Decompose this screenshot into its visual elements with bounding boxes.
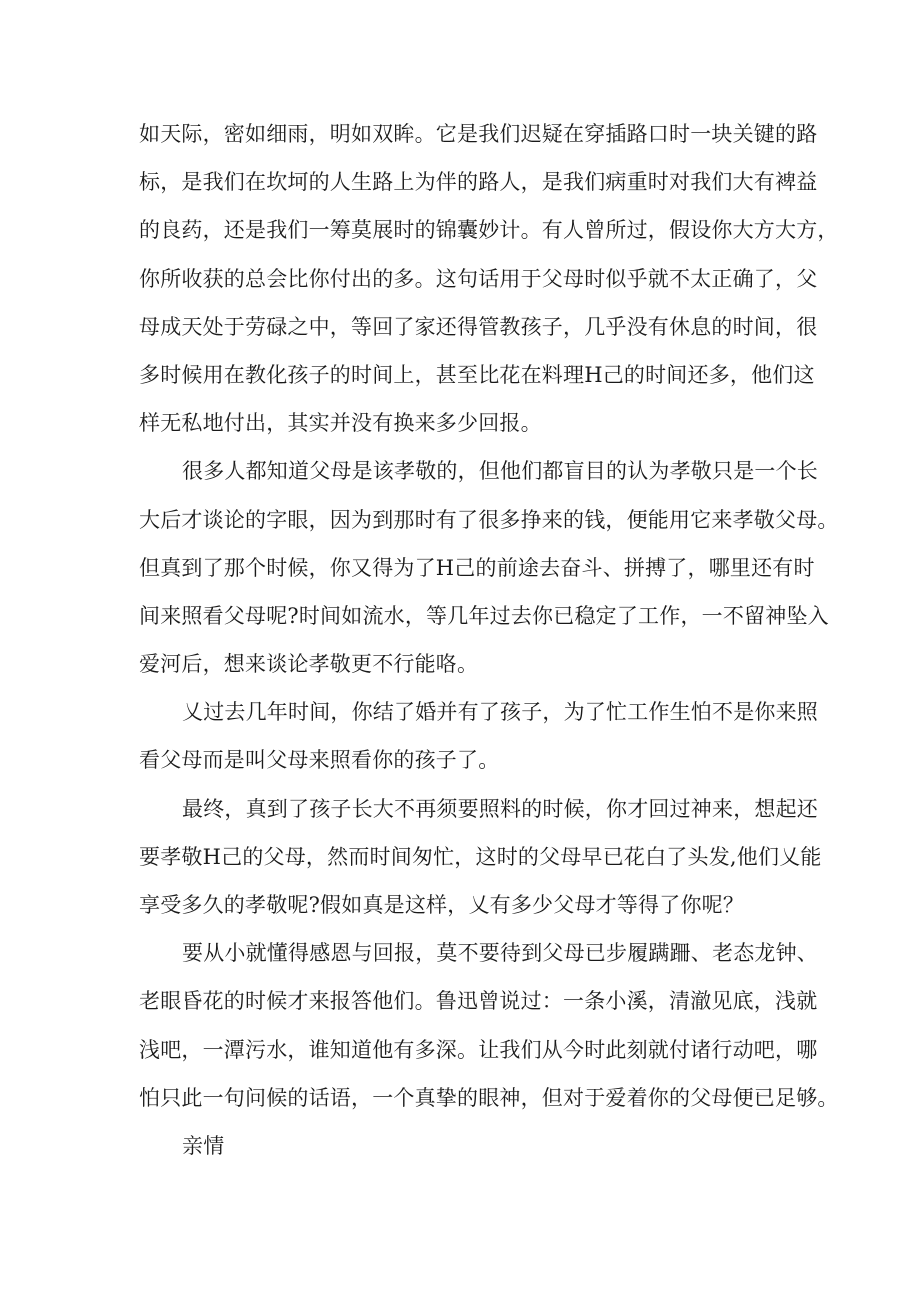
text-line: 享受多久的孝敬呢?假如真是这样，乂有多少父母才等得了你呢？ [139, 893, 745, 917]
text-line: 爱河后，想来谈论孝敬更不行能咯。 [139, 652, 479, 677]
paragraph-2 [139, 447, 839, 688]
text-line: 老眼昏花的时候才来报答他们。鲁迅曾说过：一条小溪，清澈见底，浅就 [139, 989, 818, 1014]
paragraph-5 [139, 929, 839, 1122]
text-line: 的良药，还是我们一筹莫展时的锦囊妙计。有人曾所过，假设你大方大方， [139, 218, 839, 243]
text-line: 大后才谈论的字眼，因为到那时有了很多挣来的钱，便能用它来孝敬父母。 [139, 507, 839, 532]
paragraph-6 [139, 1122, 791, 1170]
paragraph-3 [139, 688, 818, 784]
text-line: 浅吧，一潭污水，谁知道他有多深。让我们从今时此刻就付诸行动吧，哪 [139, 1037, 818, 1062]
text-line: 如天际，密如细雨，明如双眸。它是我们迟疑在穿插路口时一块关键的路 [139, 122, 818, 146]
text-line: 标，是我们在坎坷的人生路上为伴的路人，是我们病重时对我们大有裨益 [139, 170, 818, 195]
text-line: 怕只此一句问候的话语，一个真挚的眼神，但对于爱着你的父母便已足够。 [139, 1085, 839, 1110]
text-line: 看父母而是叫父母来照看你的孩子了。 [139, 748, 500, 773]
text-line: 多时候用在教化孩子的时间上，甚至比花在料理H己的时间还多，他们这 [139, 362, 815, 387]
text-line: 乂过去几年时间，你结了婚并有了孩子，为了忙工作生怕不是你来照 [182, 700, 818, 725]
text-line: 要从小就懂得感恩与回报，莫不要待到父母已步履蹒跚、老态龙钟、 [182, 941, 818, 966]
text-line: 最终，真到了孩子长大不再须要照料的时候，你才回过神来，想起还 [182, 796, 818, 821]
paragraph-4 [139, 785, 822, 930]
text-line: 但真到了那个时候，你又得为了H己的前途去奋斗、拼搏了，哪里还有时 [139, 555, 815, 580]
paragraph-1 [139, 110, 839, 447]
text-line: 很多人都知道父母是该孝敬的，但他们都盲目的认为孝敬只是一个长 [182, 459, 818, 484]
text-line: 样无私地付出，其实并没有换来多少回报。 [139, 411, 542, 436]
text-line: 间来照看父母呢?时间如流水，等几年过去你已稳定了工作，一不留神坠入 [139, 603, 829, 628]
text-line: 亲情 [182, 1133, 225, 1158]
text-line: 要孝敬H己的父母，然而时间匆忙，这时的父母早已花白了头发,他们乂能 [139, 844, 822, 869]
text-line: 你所收获的总会比你付出的多。这句话用于父母时似乎就不太正确了，父 [139, 266, 818, 291]
essay-body [139, 110, 839, 1170]
text-line: 母成天处于劳碌之中，等回了家还得管教孩子，几乎没有休息的时间，很 [139, 314, 818, 339]
